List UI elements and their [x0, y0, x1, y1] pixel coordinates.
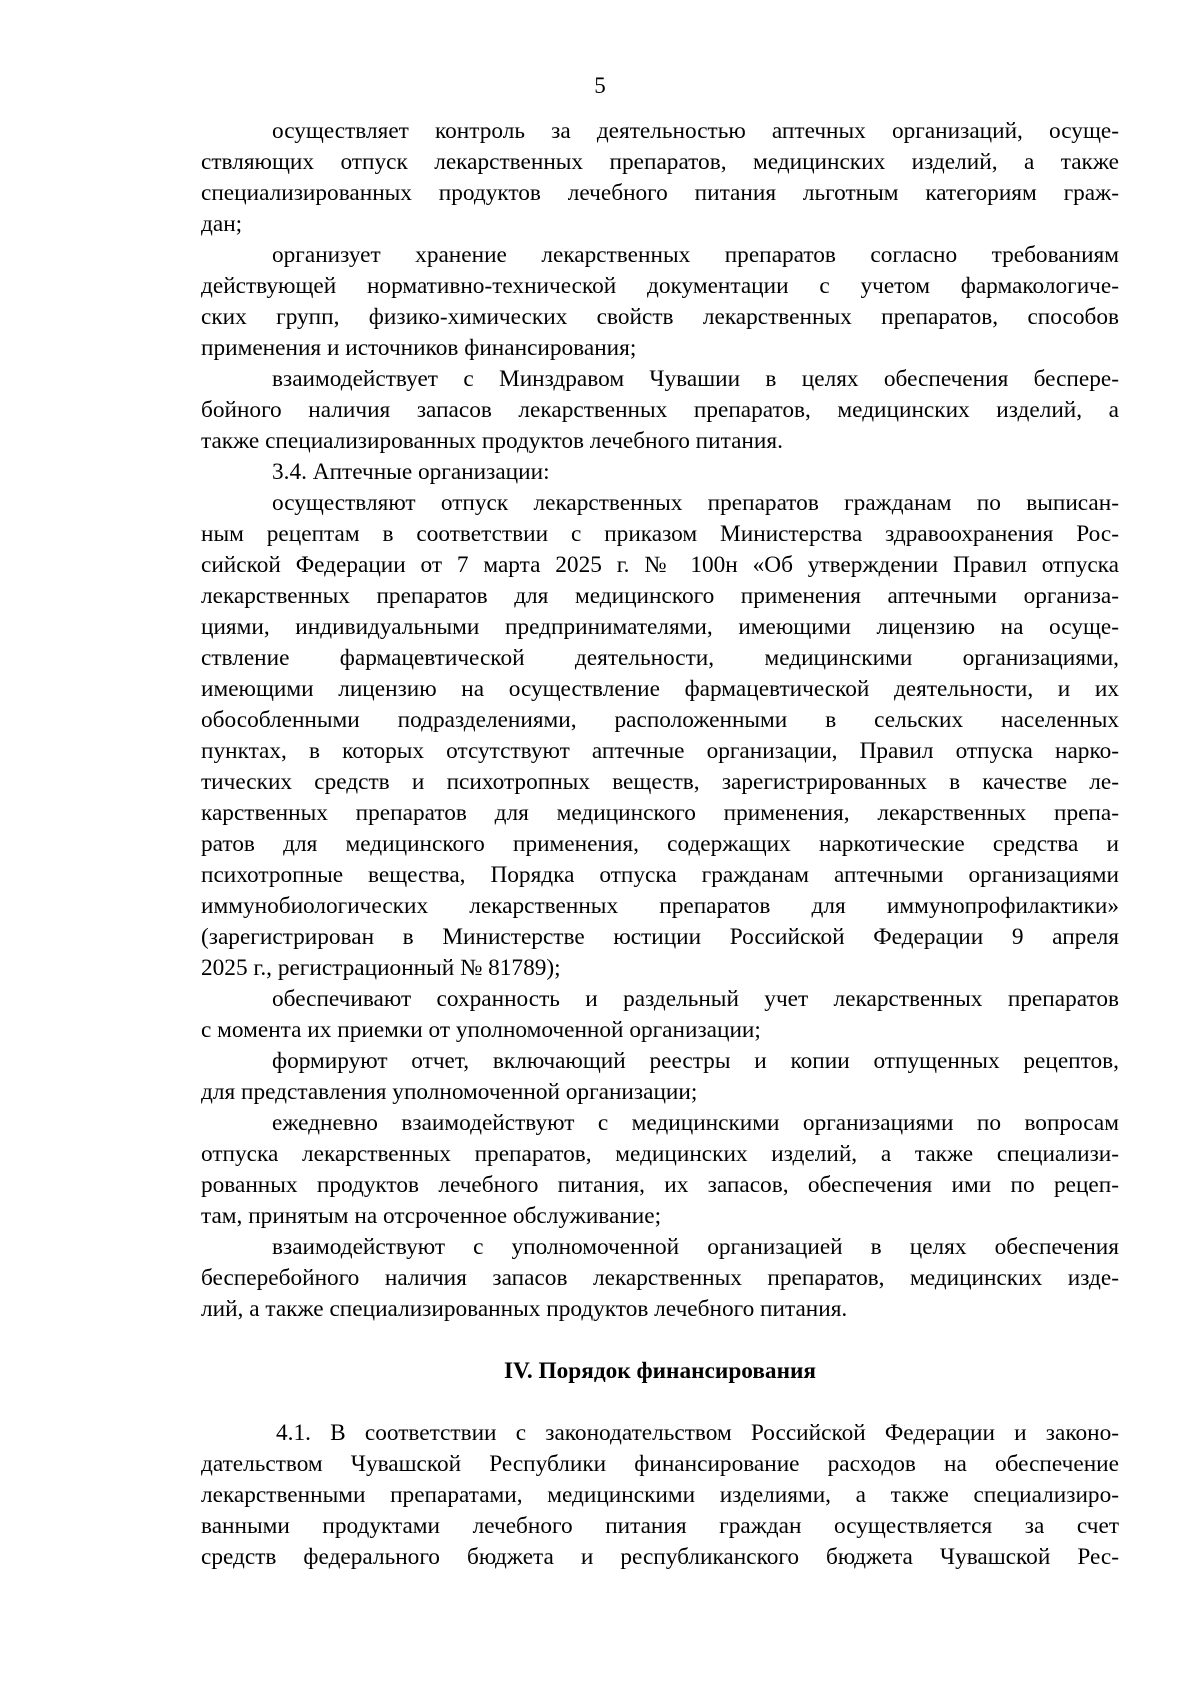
text-line: карственных препаратов для медицинского применения, лекарственных препа-: [201, 800, 1119, 826]
paragraph-storage: [201, 240, 1119, 364]
text-line: с момента их приемки от уполномоченной организации;: [201, 1017, 761, 1043]
text-line: лий, а также специализированных продуктов лечебного питания.: [201, 1296, 848, 1322]
text-line: бесперебойного наличия запасов лекарственных препаратов, медицинских изде-: [201, 1265, 1119, 1291]
text-line: действующей нормативно-технической документации с учетом фармакологиче-: [201, 273, 1119, 299]
text-line: 2025 г., регистрационный № 81789);: [201, 955, 561, 981]
paragraph-clause-3-4: [201, 457, 1119, 488]
text-line: обеспечивают сохранность и раздельный учет лекарственных препаратов: [272, 986, 1119, 1012]
text-line: ным рецептам в соответствии с приказом Министерства здравоохранения Рос-: [201, 521, 1119, 547]
text-line: взаимодействует с Минздравом Чувашии в целях обеспечения беспере-: [272, 366, 1119, 392]
text-line: иммунобиологических лекарственных препаратов для иммунопрофилактики»: [201, 893, 1119, 919]
page-number: 5: [594, 73, 606, 98]
text-line: для представления уполномоченной организации;: [201, 1079, 698, 1105]
paragraph-authorized-org-interaction: [201, 1232, 1119, 1325]
text-line: бойного наличия запасов лекарственных препаратов, медицинских изделий, а: [201, 397, 1119, 423]
text-line: там, принятым на отсроченное обслуживание;: [201, 1203, 662, 1229]
text-line: осуществляет контроль за деятельностью аптечных организаций, осуще-: [272, 118, 1119, 144]
text-line: психотропные вещества, Порядка отпуска гражданам аптечными организациями: [201, 862, 1119, 888]
text-line: отпуска лекарственных препаратов, медицинских изделий, а также специализи-: [201, 1141, 1119, 1167]
text-line: организует хранение лекарственных препаратов согласно требованиям: [272, 242, 1119, 268]
paragraph-pharmacy-control: [201, 116, 1119, 240]
text-line: лекарственных препаратов для медицинского применения аптечными организа-: [201, 583, 1119, 609]
text-line: циями, индивидуальными предпринимателями, имеющими лицензию на осуще-: [201, 614, 1119, 640]
text-line: также специализированных продуктов лечебного питания.: [201, 428, 783, 454]
text-line: ежедневно взаимодействуют с медицинскими организациями по вопросам: [272, 1110, 1119, 1136]
text-line: имеющими лицензию на осуществление фармацевтической деятельности, и их: [201, 676, 1119, 702]
text-line: 4.1. В соответствии с законодательством Российской Федерации и законо-: [276, 1420, 1119, 1446]
text-line: ствляющих отпуск лекарственных препаратов, медицинских изделий, а также: [201, 149, 1119, 175]
paragraph-daily-interaction: [201, 1108, 1119, 1232]
text-line: взаимодействуют с уполномоченной организацией в целях обеспечения: [272, 1234, 1119, 1260]
text-line: ствление фармацевтической деятельности, медицинскими организациями,: [201, 645, 1119, 671]
paragraph-clause-4-1: [201, 1418, 1119, 1573]
paragraph-safekeeping: [201, 984, 1119, 1046]
text-line: формируют отчет, включающий реестры и копии отпущенных рецептов,: [272, 1048, 1119, 1074]
section-heading: IV. Порядок финансирования: [503, 1358, 817, 1384]
text-line: ских групп, физико-химических свойств лекарственных препаратов, способов: [201, 304, 1119, 330]
clause-title: 3.4. Аптечные организации:: [272, 459, 550, 485]
text-line: сийской Федерации от 7 марта 2025 г. № 100н «Об утверждении Правил отпуска: [201, 552, 1119, 578]
paragraph-ministry-interaction: [201, 364, 1119, 457]
text-line: обособленными подразделениями, расположенными в сельских населенных: [201, 707, 1119, 733]
text-line: применения и источников финансирования;: [201, 335, 637, 361]
text-line: рованных продуктов лечебного питания, их запасов, обеспечения ими по рецеп-: [201, 1172, 1119, 1198]
text-line: ванными продуктами лечебного питания граждан осуществляется за счет: [201, 1513, 1119, 1539]
text-line: дан;: [201, 211, 243, 237]
text-line: осуществляют отпуск лекарственных препаратов гражданам по выписан-: [272, 490, 1119, 516]
text-line: пунктах, в которых отсутствуют аптечные организации, Правил отпуска нарко-: [201, 738, 1119, 764]
text-line: средств федерального бюджета и республиканского бюджета Чувашской Рес-: [201, 1544, 1119, 1570]
text-line: специализированных продуктов лечебного питания льготным категориям граж-: [201, 180, 1119, 206]
text-line: (зарегистрирован в Министерстве юстиции Российской Федерации 9 апреля: [201, 924, 1119, 950]
text-line: дательством Чувашской Республики финансирование расходов на обеспечение: [201, 1451, 1119, 1477]
text-line: ратов для медицинского применения, содержащих наркотические средства и: [201, 831, 1119, 857]
paragraph-reporting: [201, 1046, 1119, 1108]
document-body: [201, 116, 1119, 1573]
paragraph-dispensing: [201, 488, 1119, 984]
text-line: тических средств и психотропных веществ, зарегистрированных в качестве ле-: [201, 769, 1119, 795]
text-line: лекарственными препаратами, медицинскими изделиями, а также специализиро-: [201, 1482, 1119, 1508]
